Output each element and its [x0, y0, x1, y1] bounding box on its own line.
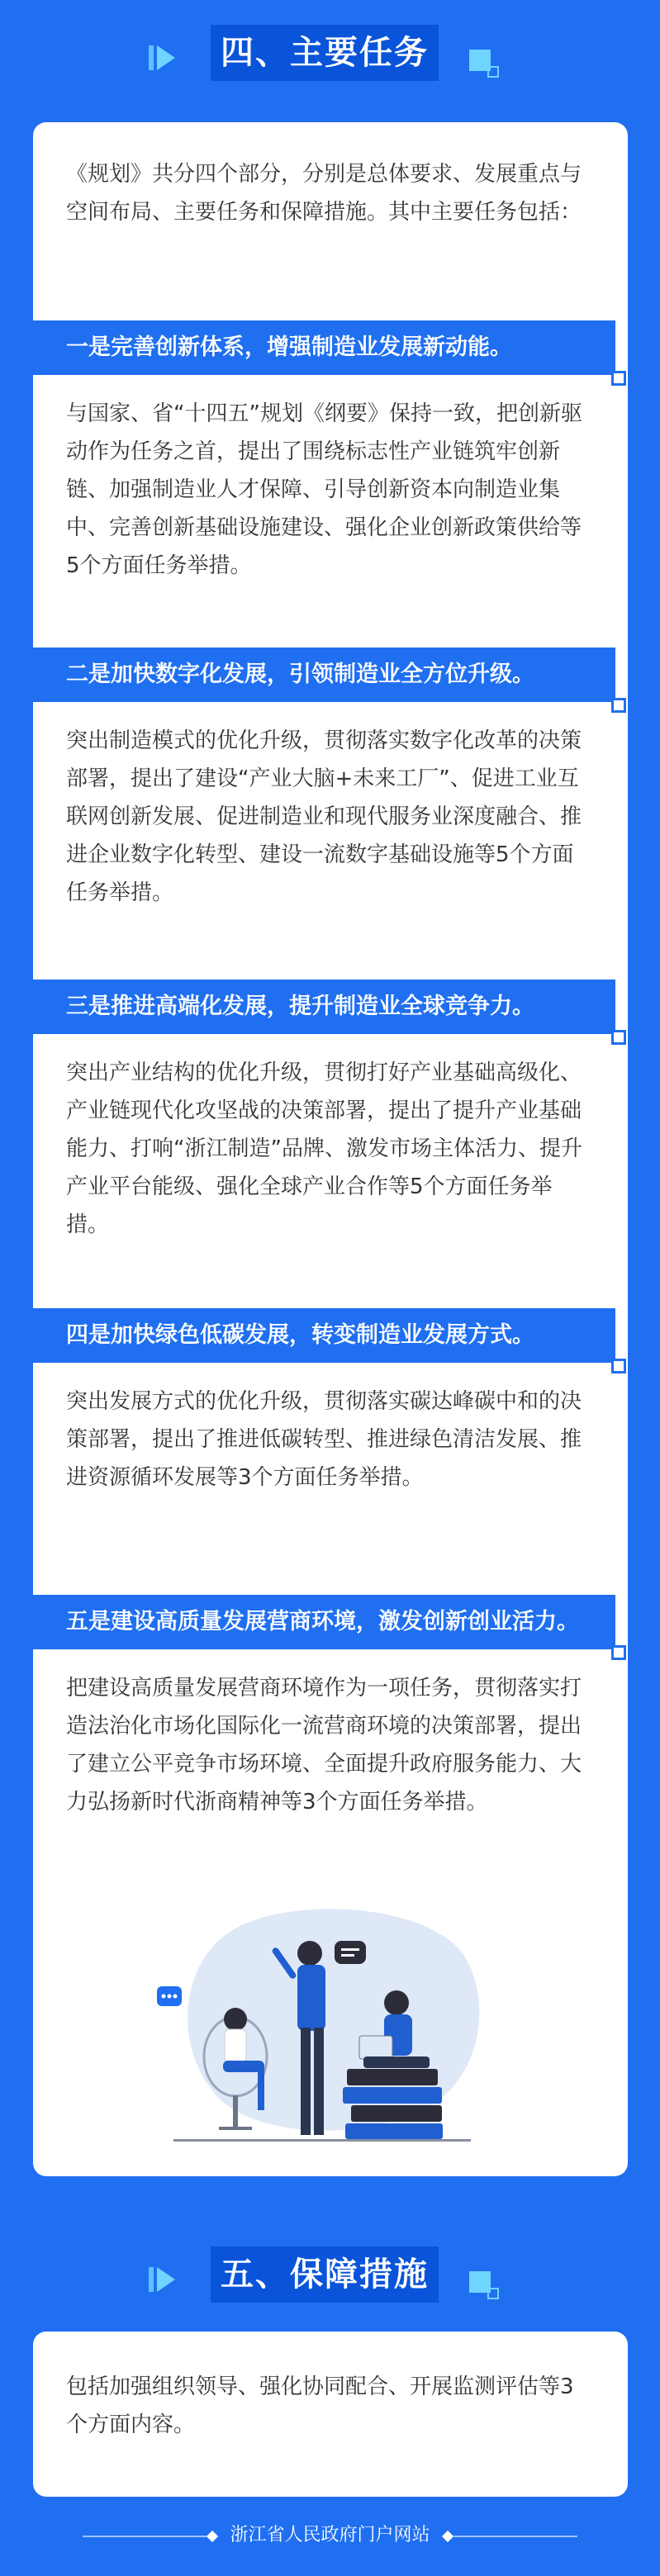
tasks-intro: 《规划》共分四个部分，分别是总体要求、发展重点与空间布局、主要任务和保障措施。其中主要任务包括：: [66, 162, 582, 225]
ground-line: [173, 2139, 471, 2142]
diamond-icon: [442, 2531, 453, 2542]
play-bar-deco-icon: [149, 45, 154, 70]
footer-divider-right: [453, 2536, 577, 2537]
chat-bubble-icon: [335, 1941, 366, 1964]
guarantee-card: [33, 2332, 628, 2497]
square-corner-deco-icon: [611, 698, 626, 713]
square-outline-deco-icon: [487, 66, 499, 78]
laptop-icon: [359, 2036, 392, 2059]
square-corner-deco-icon: [611, 1645, 626, 1660]
section-title-guarantee: 五、保障措施: [211, 2246, 439, 2303]
play-arrow-icon: [157, 2267, 175, 2292]
task-heading-5: [33, 1595, 615, 1649]
task-heading-3-text: 三是推进高端化发展，提升制造业全球竞争力。: [66, 994, 534, 1019]
square-corner-deco-icon: [611, 371, 626, 386]
guarantee-body: 包括加强组织领导、强化协同配合、开展监测评估等3个方面内容。: [66, 2374, 574, 2437]
task-body-3: 突出产业结构的优化升级，贯彻打好产业基础高级化、产业链现代化攻坚战的决策部署，提出了提升产业基础能力、打响“浙江制造”品牌、激发市场主体活力、提升产业平台能级、强化全球产业合作等5个方面任务举措。: [66, 1060, 582, 1237]
task-heading-2-text: 二是加快数字化发展，引领制造业全方位升级。: [66, 662, 534, 687]
person-man-body: [297, 1965, 325, 2031]
person-woman-head: [224, 2008, 247, 2031]
task-body-1: 与国家、省“十四五”规划《纲要》保持一致，把创新驱动作为任务之首，提出了围绕标志性产业链筑牢创新链、加强制造业人才保障、引导创新资本向制造业集中、完善创新基础设施建设、强化企业创新政策供给等5个方面任务举措。: [66, 401, 582, 578]
task-heading-1-text: 一是完善创新体系，增强制造业发展新动能。: [66, 334, 512, 360]
task-heading-4: [33, 1308, 615, 1363]
square-outline-deco-icon: [487, 2288, 499, 2299]
task-body-5: 把建设高质量发展营商环境作为一项任务，贯彻落实打造法治化市场化国际化一流营商环境的决策部署，提出了建立公平竞争市场环境、全面提升政府服务能力、大力弘扬新时代浙商精神等3个方面任务举措。: [66, 1676, 582, 1815]
task-body-4: 突出发展方式的优化升级，贯彻落实碳达峰碳中和的决策部署，提出了推进低碳转型、推进绿色清洁发展、推进资源循环发展等3个方面任务举措。: [66, 1389, 582, 1490]
footer-divider-left: [83, 2536, 207, 2537]
task-heading-1: [33, 320, 615, 375]
play-bar-deco-icon: [149, 2267, 154, 2292]
section-header-tasks: [0, 0, 660, 99]
play-arrow-icon: [157, 45, 175, 70]
task-heading-2: [33, 648, 615, 702]
office-illustration: [149, 1904, 496, 2151]
footer-site-name: 浙江省人民政府门户网站: [230, 2525, 430, 2545]
section-title-tasks: 四、主要任务: [211, 25, 439, 81]
person-man-head: [297, 1941, 322, 1966]
diamond-icon: [207, 2531, 218, 2542]
task-heading-3: [33, 980, 615, 1034]
person-man2-head: [384, 1990, 409, 2015]
footer: [0, 2519, 660, 2552]
section-header-guarantee: [0, 2222, 660, 2321]
task-heading-4-text: 四是加快绿色低碳发展，转变制造业发展方式。: [66, 1322, 534, 1348]
task-heading-5-text: 五是建设高质量发展营商环境，激发创新创业活力。: [66, 1609, 579, 1634]
tasks-card: [33, 122, 628, 2176]
square-corner-deco-icon: [611, 1359, 626, 1373]
person-woman-body: [225, 2029, 246, 2062]
square-corner-deco-icon: [611, 1030, 626, 1045]
task-body-2: 突出制造模式的优化升级，贯彻落实数字化改革的决策部署，提出了建设“产业大脑+未来工厂”、促进工业互联网创新发展、促进制造业和现代服务业深度融合、推进企业数字化转型、建设一流数字基础设施等5个方面任务举措。: [66, 728, 582, 905]
book-stack-icon: [347, 2069, 438, 2085]
